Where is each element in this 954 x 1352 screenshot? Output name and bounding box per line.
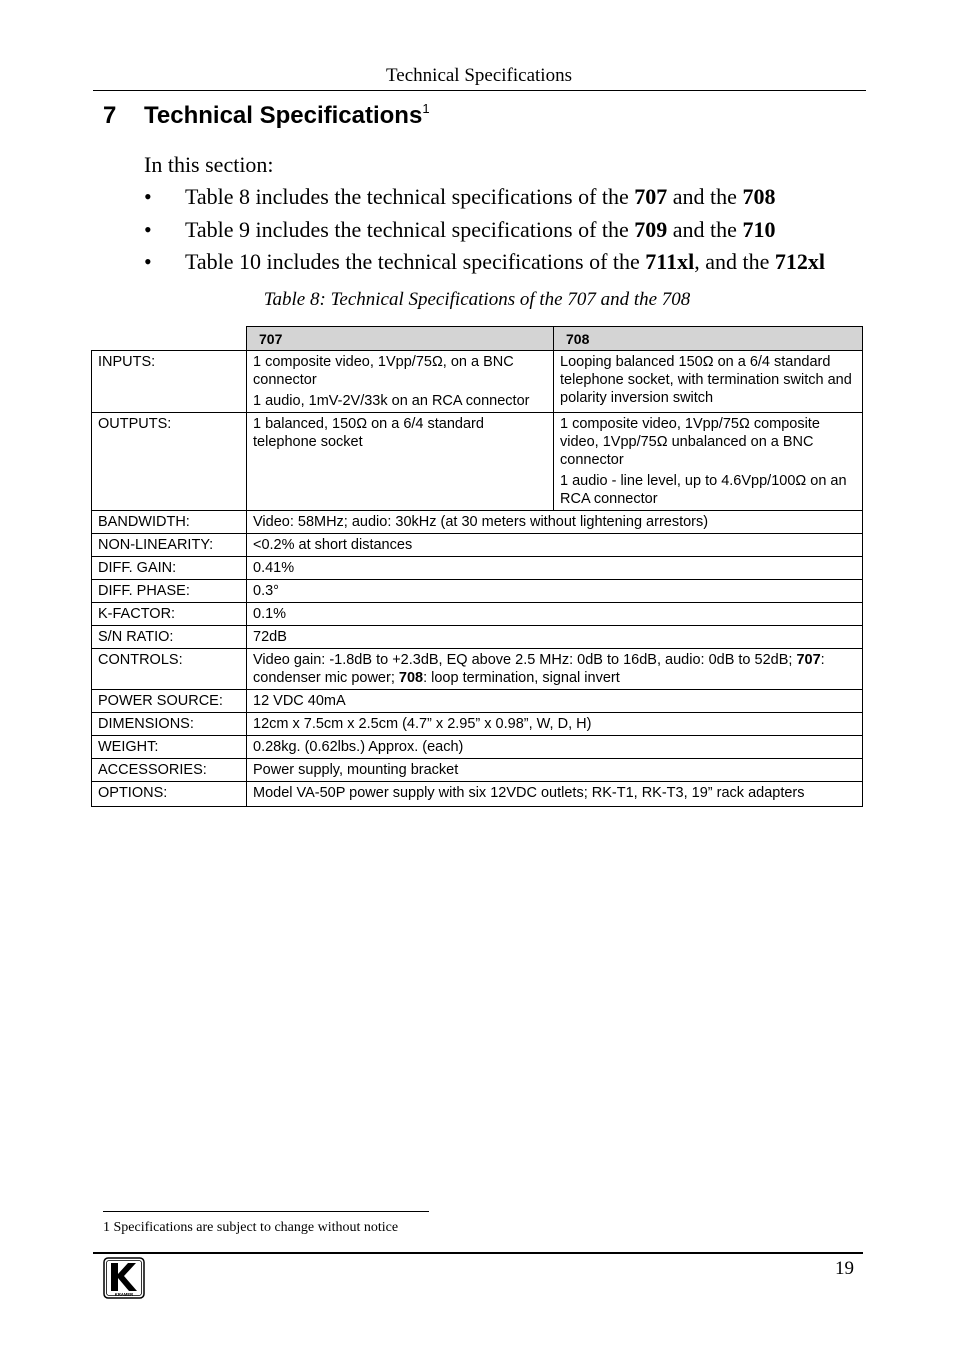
header-rule <box>93 90 866 91</box>
row-label: K-FACTOR: <box>92 603 247 626</box>
row-label: INPUTS: <box>92 351 247 413</box>
bullet-item: • Table 9 includes the technical specifications of the 709 and the 710 <box>144 216 776 242</box>
table-row <box>92 534 863 557</box>
row-label: DIFF. PHASE: <box>92 580 247 603</box>
cell-707: 1 composite video, 1Vpp/75Ω, on a BNC connector 1 audio, 1mV-2V/33k on an RCA connector <box>247 351 554 413</box>
row-label: S/N RATIO: <box>92 626 247 649</box>
row-label: WEIGHT: <box>92 736 247 759</box>
row-value: Video gain: -1.8dB to +2.3dB, EQ above 2.5 MHz: 0dB to 16dB, audio: 0dB to 52dB; 707: condenser mic power; 708: loop termination, signal invert <box>247 649 863 690</box>
svg-text:KRAMER: KRAMER <box>114 1292 134 1297</box>
table-row <box>92 351 863 413</box>
page-number: 19 <box>835 1258 854 1279</box>
column-header-707: 707 <box>247 327 554 351</box>
section-number: 7 <box>103 102 117 129</box>
row-value: 0.1% <box>247 603 863 626</box>
table-row <box>92 649 863 690</box>
kramer-logo-icon <box>103 1257 145 1299</box>
running-header: Technical Specifications <box>386 65 572 86</box>
bullet-item: • Table 10 includes the technical specifications of the 711xl, and the 712xl <box>144 249 825 274</box>
bullet-icon: • <box>144 216 152 242</box>
table-row <box>92 713 863 736</box>
table-row <box>92 557 863 580</box>
row-value: Power supply, mounting bracket <box>247 759 863 782</box>
table-row <box>92 413 863 511</box>
row-label: BANDWIDTH: <box>92 511 247 534</box>
row-value: 0.41% <box>247 557 863 580</box>
specs-table <box>91 326 863 807</box>
cell-708: 1 composite video, 1Vpp/75Ω composite video, 1Vpp/75Ω unbalanced on a BNC connector 1 audio - line level, up to 4.6Vpp/100Ω on an RCA connector <box>554 413 863 511</box>
cell-707: 1 balanced, 150Ω on a 6/4 standard telephone socket <box>247 413 554 511</box>
row-label: OPTIONS: <box>92 782 247 807</box>
footer-rule <box>93 1252 863 1254</box>
footnote: 1 Specifications are subject to change without notice <box>103 1220 399 1235</box>
row-label: NON-LINEARITY: <box>92 534 247 557</box>
table-row <box>92 759 863 782</box>
row-label: POWER SOURCE: <box>92 690 247 713</box>
bullet-icon: • <box>144 249 152 274</box>
table-row <box>92 603 863 626</box>
bullet-list <box>144 183 825 281</box>
header-blank-cell <box>92 327 247 351</box>
footnote-ref: 1 <box>422 101 430 116</box>
table-header-row <box>92 327 863 351</box>
table-row <box>92 626 863 649</box>
section-title: Technical Specifications <box>144 102 423 129</box>
row-label: ACCESSORIES: <box>92 759 247 782</box>
table-row <box>92 782 863 807</box>
table-row <box>92 511 863 534</box>
table-row <box>92 580 863 603</box>
row-label: DIFF. GAIN: <box>92 557 247 580</box>
bullet-item: • Table 8 includes the technical specifications of the 707 and the 708 <box>144 184 776 209</box>
row-value: 0.3° <box>247 580 863 603</box>
table-row <box>92 736 863 759</box>
row-value: Model VA-50P power supply with six 12VDC outlets; RK-T1, RK-T3, 19” rack adapters <box>247 782 863 807</box>
row-value: 12 VDC 40mA <box>247 690 863 713</box>
section-heading <box>103 100 430 132</box>
cell-708: Looping balanced 150Ω on a 6/4 standard telephone socket, with termination switch and polarity inversion switch <box>554 351 863 413</box>
row-value: <0.2% at short distances <box>247 534 863 557</box>
table-row <box>92 690 863 713</box>
intro-text: In this section: <box>144 152 274 177</box>
row-value: 0.28kg. (0.62lbs.) Approx. (each) <box>247 736 863 759</box>
row-value: Video: 58MHz; audio: 30kHz (at 30 meters without lightening arrestors) <box>247 511 863 534</box>
table-caption: Table 8: Technical Specifications of the 707 and the 708 <box>263 289 691 310</box>
bullet-icon: • <box>144 184 152 209</box>
row-label: DIMENSIONS: <box>92 713 247 736</box>
row-label: CONTROLS: <box>92 649 247 690</box>
row-value: 12cm x 7.5cm x 2.5cm (4.7” x 2.95” x 0.98”, W, D, H) <box>247 713 863 736</box>
column-header-708: 708 <box>554 327 863 351</box>
row-value: 72dB <box>247 626 863 649</box>
footnote-rule <box>103 1211 429 1212</box>
row-label: OUTPUTS: <box>92 413 247 511</box>
